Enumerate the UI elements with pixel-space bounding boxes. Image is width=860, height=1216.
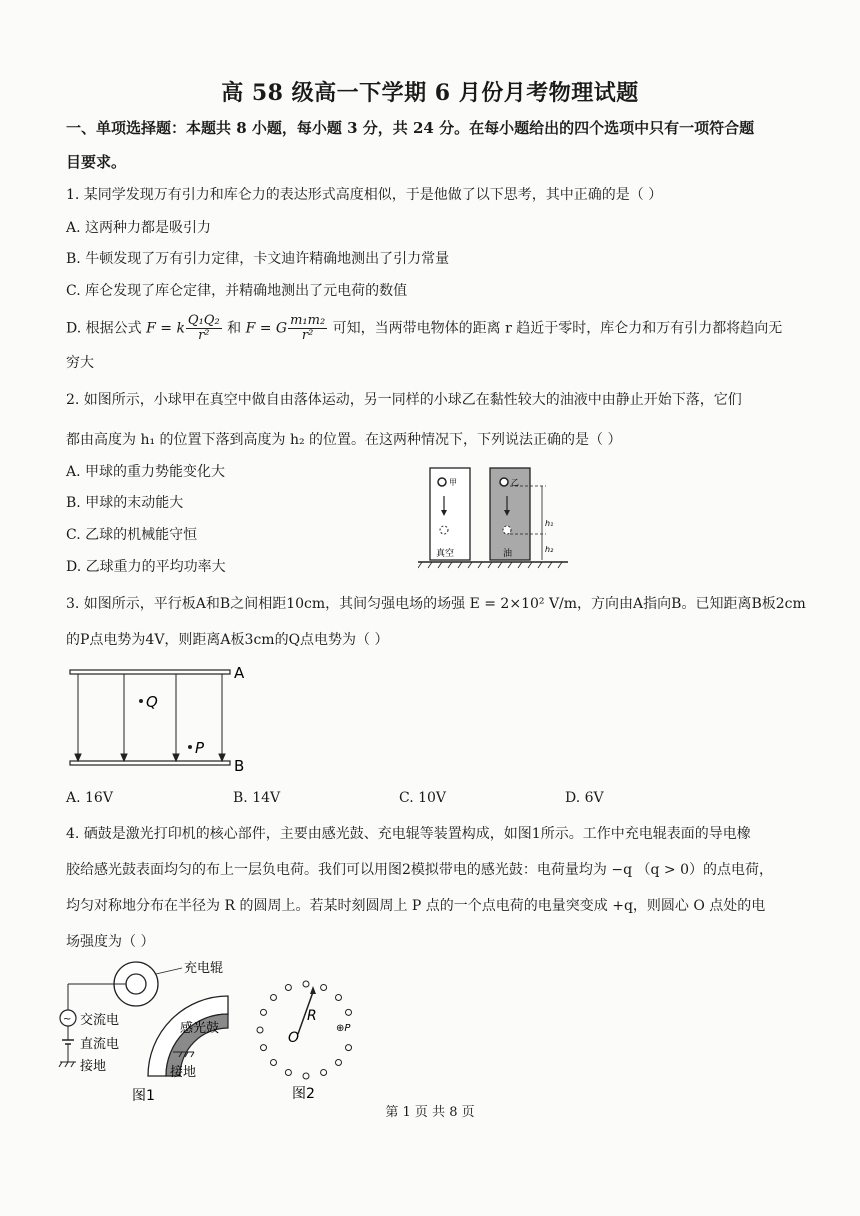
point-charge: [285, 1070, 291, 1076]
q2-option-d: D. 乙球重力的平均功率大: [66, 559, 226, 575]
radius-label: R: [307, 1008, 317, 1024]
point-charge: [336, 1060, 342, 1066]
plate-b-label: B: [234, 757, 245, 775]
ball-yi-label: 乙: [511, 478, 519, 487]
point-p-label: P: [195, 739, 205, 757]
q1-option-a: A. 这两种力都是吸引力: [66, 220, 212, 236]
point-charge: [321, 985, 327, 991]
ball-yi: [500, 478, 508, 486]
h1-label: h₁: [545, 519, 554, 528]
point-charge: [271, 1060, 277, 1066]
ball-jia-label: 甲: [449, 478, 457, 487]
q4-stem-line1: 4. 硒鼓是激光打印机的核心部件，主要由感光鼓、充电辊等装置构成，如图1所示。工作中充电辊表面的导电橡: [66, 826, 751, 842]
ball-yi-final: [503, 526, 511, 534]
point-charge: [303, 1073, 309, 1079]
oil-label: 油: [503, 549, 513, 559]
dc-label: 直流电: [80, 1037, 120, 1052]
point-charge: [346, 1009, 352, 1015]
q4-figure2: [246, 976, 372, 1102]
q3-option-b: B. 14V: [233, 790, 281, 806]
q1-d-formula1-fraction: [186, 314, 222, 343]
ball-jia: [438, 478, 446, 486]
drum-label: 感光鼓: [180, 1021, 220, 1036]
q1-d-formula1-lhs: F = k: [146, 320, 185, 337]
q2-figure: [418, 462, 570, 574]
q1-d-suffix: 可知，当两带电物体的距离 r 趋近于零时，库仑力和万有引力都将趋向无: [332, 320, 783, 337]
q1-d-f2-numerator: m₁m₂: [290, 313, 326, 328]
point-q-dot: [139, 699, 143, 703]
figure1-caption: 图1: [132, 1088, 155, 1104]
q2-option-c: C. 乙球的机械能守恒: [66, 527, 198, 543]
center-label: O: [288, 1030, 300, 1046]
point-q-label: Q: [146, 693, 158, 711]
q1-d-formula2-fraction: [288, 314, 327, 343]
roller-core: [126, 974, 146, 994]
point-charge: [261, 1009, 267, 1015]
point-charge: [336, 995, 342, 1001]
point-charge: [321, 1070, 327, 1076]
plate-a-label: A: [234, 664, 245, 682]
roller-label: 充电辊: [184, 961, 224, 976]
q3-option-c: C. 10V: [399, 790, 447, 806]
page-title: 高 58 级高一下学期 6 月份月考物理试题: [221, 80, 639, 106]
q1-d-formula2-lhs: F = G: [245, 320, 288, 337]
q1-option-b: B. 牛顿发现了万有引力定律，卡文迪许精确地测出了引力常量: [66, 251, 450, 267]
q3-option-d: D. 6V: [565, 790, 604, 806]
q1-d-and: 和: [227, 320, 242, 337]
roller-leader: [156, 968, 182, 974]
q4-stem-line2: 胶给感光鼓表面均匀的布上一层负电荷。我们可以用图2模拟带电的感光鼓：电荷量均为 −q （q > 0）的点电荷，: [66, 862, 773, 878]
q3-option-a: A. 16V: [66, 790, 113, 806]
point-charge: [271, 995, 277, 1001]
q3-stem-line2: 的P点电势为4V，则距离A板3cm的Q点电势为（ ）: [66, 632, 389, 648]
q1-stem: 1. 某同学发现万有引力和库仑力的表达形式高度相似，于是他做了以下思考，其中正确的是（ ）: [66, 187, 663, 203]
q2-stem-line1: 2. 如图所示，小球甲在真空中做自由落体运动，另一同样的小球乙在黏性较大的油液中由静止开始下落，它们: [66, 392, 742, 408]
q1-d-f1-denominator: r²: [198, 328, 210, 343]
q4-stem-line4: 场强度为（ ）: [66, 934, 155, 950]
q3-figure: [66, 664, 256, 776]
q1-option-d-line2: 穷大: [66, 355, 94, 371]
q1-d-f2-denominator: r²: [301, 328, 314, 343]
q2-option-b: B. 甲球的末动能大: [66, 495, 184, 511]
vacuum-label: 真空: [436, 549, 455, 559]
point-charge: [285, 985, 291, 991]
q3-stem-line1: 3. 如图所示，平行板A和B之间相距10cm，其间匀强电场的场强 E = 2×10² V/m，方向由A指向B。已知距离B板2cm: [66, 596, 806, 612]
q1-option-d: [66, 314, 782, 343]
ground1-label: 接地: [80, 1059, 107, 1074]
page-footer: 第 1 页 共 8 页: [385, 1105, 475, 1120]
q1-d-f1-numerator: Q₁Q₂: [187, 313, 220, 328]
ac-wave-icon: ~: [63, 1014, 72, 1025]
plate-a: [70, 670, 230, 674]
section-heading-line2: 目要求。: [66, 153, 127, 171]
radius-arrowhead: [310, 986, 316, 994]
q1-option-c: C. 库仑发现了库仑定律，并精确地测出了元电荷的数值: [66, 283, 408, 299]
ground-hatch: [418, 562, 562, 568]
point-charge: [346, 1045, 352, 1051]
ground1-icon: [59, 1062, 76, 1067]
plate-b: [70, 761, 230, 765]
q2-stem-line2: 都由高度为 h₁ 的位置下落到高度为 h₂ 的位置。在这两种情况下，下列说法正确的是（ ）: [66, 432, 622, 448]
point-charge: [261, 1045, 267, 1051]
q4-figure1: [58, 958, 258, 1104]
q2-option-a: A. 甲球的重力势能变化大: [66, 464, 226, 480]
point-p-dot: [188, 745, 192, 749]
q4-stem-line3: 均匀对称地分布在半径为 R 的圆周上。若某时刻圆周上 P 点的一个点电荷的电量突变成 +q，则圆心 O 点处的电: [66, 898, 766, 914]
ac-label: 交流电: [80, 1013, 120, 1028]
point-charge: [303, 981, 309, 987]
point-charge: [257, 1027, 263, 1033]
q1-d-prefix: D. 根据公式: [66, 320, 142, 337]
section-heading-line1: 一、单项选择题：本题共 8 小题，每小题 3 分，共 24 分。在每小题给出的四个选项中只有一项符合题: [66, 119, 755, 137]
point-p-charge: ⊕P: [336, 1023, 351, 1034]
ground2-label: 接地: [170, 1065, 197, 1080]
figure2-caption: 图2: [292, 1086, 315, 1102]
h2-label: h₂: [545, 545, 554, 554]
oil-tube: [490, 468, 530, 560]
